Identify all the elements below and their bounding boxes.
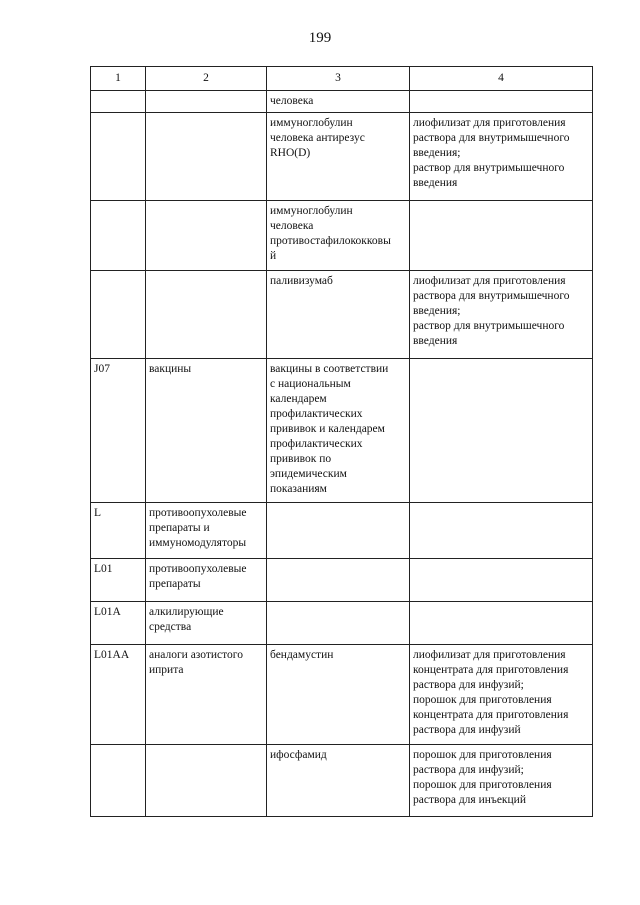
group-name: противоопухолевые препараты и иммуномодуляторы xyxy=(149,507,247,549)
table-row xyxy=(91,113,593,201)
header-col-1: 1 xyxy=(91,67,146,91)
table-row xyxy=(91,91,593,113)
table-row xyxy=(91,271,593,359)
drug-name: ифосфамид xyxy=(270,749,327,761)
group-name: аналоги азотистого иприта xyxy=(149,649,243,676)
table-row xyxy=(91,745,593,817)
dosage-form: лиофилизат для приготовления концентрата для приготовления раствора для инфузий; порошок для приготовления концентрата для приготовления раствора для инфузий xyxy=(413,649,569,736)
atc-code: L01 xyxy=(94,563,113,575)
group-name: противоопухолевые препараты xyxy=(149,563,247,590)
header-col-2: 2 xyxy=(146,67,267,91)
drug-name: иммуноглобулин человека противостафилококковы й xyxy=(270,205,391,262)
atc-code: L xyxy=(94,507,102,519)
drug-classification-table xyxy=(90,66,593,817)
drug-name: вакцины в соответствии с национальным календарем профилактических прививок и календарем профилактических прививок по эпидемическим показаниям xyxy=(270,363,389,495)
atc-code: L01AA xyxy=(94,649,130,661)
dosage-form: лиофилизат для приготовления раствора для внутримышечного введения; раствор для внутримышечного введения xyxy=(413,275,570,347)
header-col-3: 3 xyxy=(267,67,410,91)
atc-code: J07 xyxy=(94,363,110,375)
drug-name: бендамустин xyxy=(270,649,334,661)
page-number: 199 xyxy=(308,30,332,46)
drug-name: паливизумаб xyxy=(270,275,333,287)
table-row xyxy=(91,645,593,745)
dosage-form: лиофилизат для приготовления раствора для внутримышечного введения; раствор для внутримышечного введения xyxy=(413,117,570,189)
group-name: алкилирующие средства xyxy=(149,606,224,633)
table-row xyxy=(91,201,593,271)
drug-name: иммуноглобулин человека антирезус RHO(D) xyxy=(270,117,365,159)
drug-name: человека xyxy=(270,95,314,107)
table-row xyxy=(91,559,593,602)
atc-code: L01A xyxy=(94,606,121,618)
table-row xyxy=(91,503,593,559)
group-name: вакцины xyxy=(149,363,192,375)
dosage-form: порошок для приготовления раствора для инфузий; порошок для приготовления раствора для инъекций xyxy=(413,749,552,806)
header-col-4: 4 xyxy=(410,67,593,91)
table-row xyxy=(91,602,593,645)
table-row xyxy=(91,359,593,503)
table-header-row xyxy=(91,67,593,91)
